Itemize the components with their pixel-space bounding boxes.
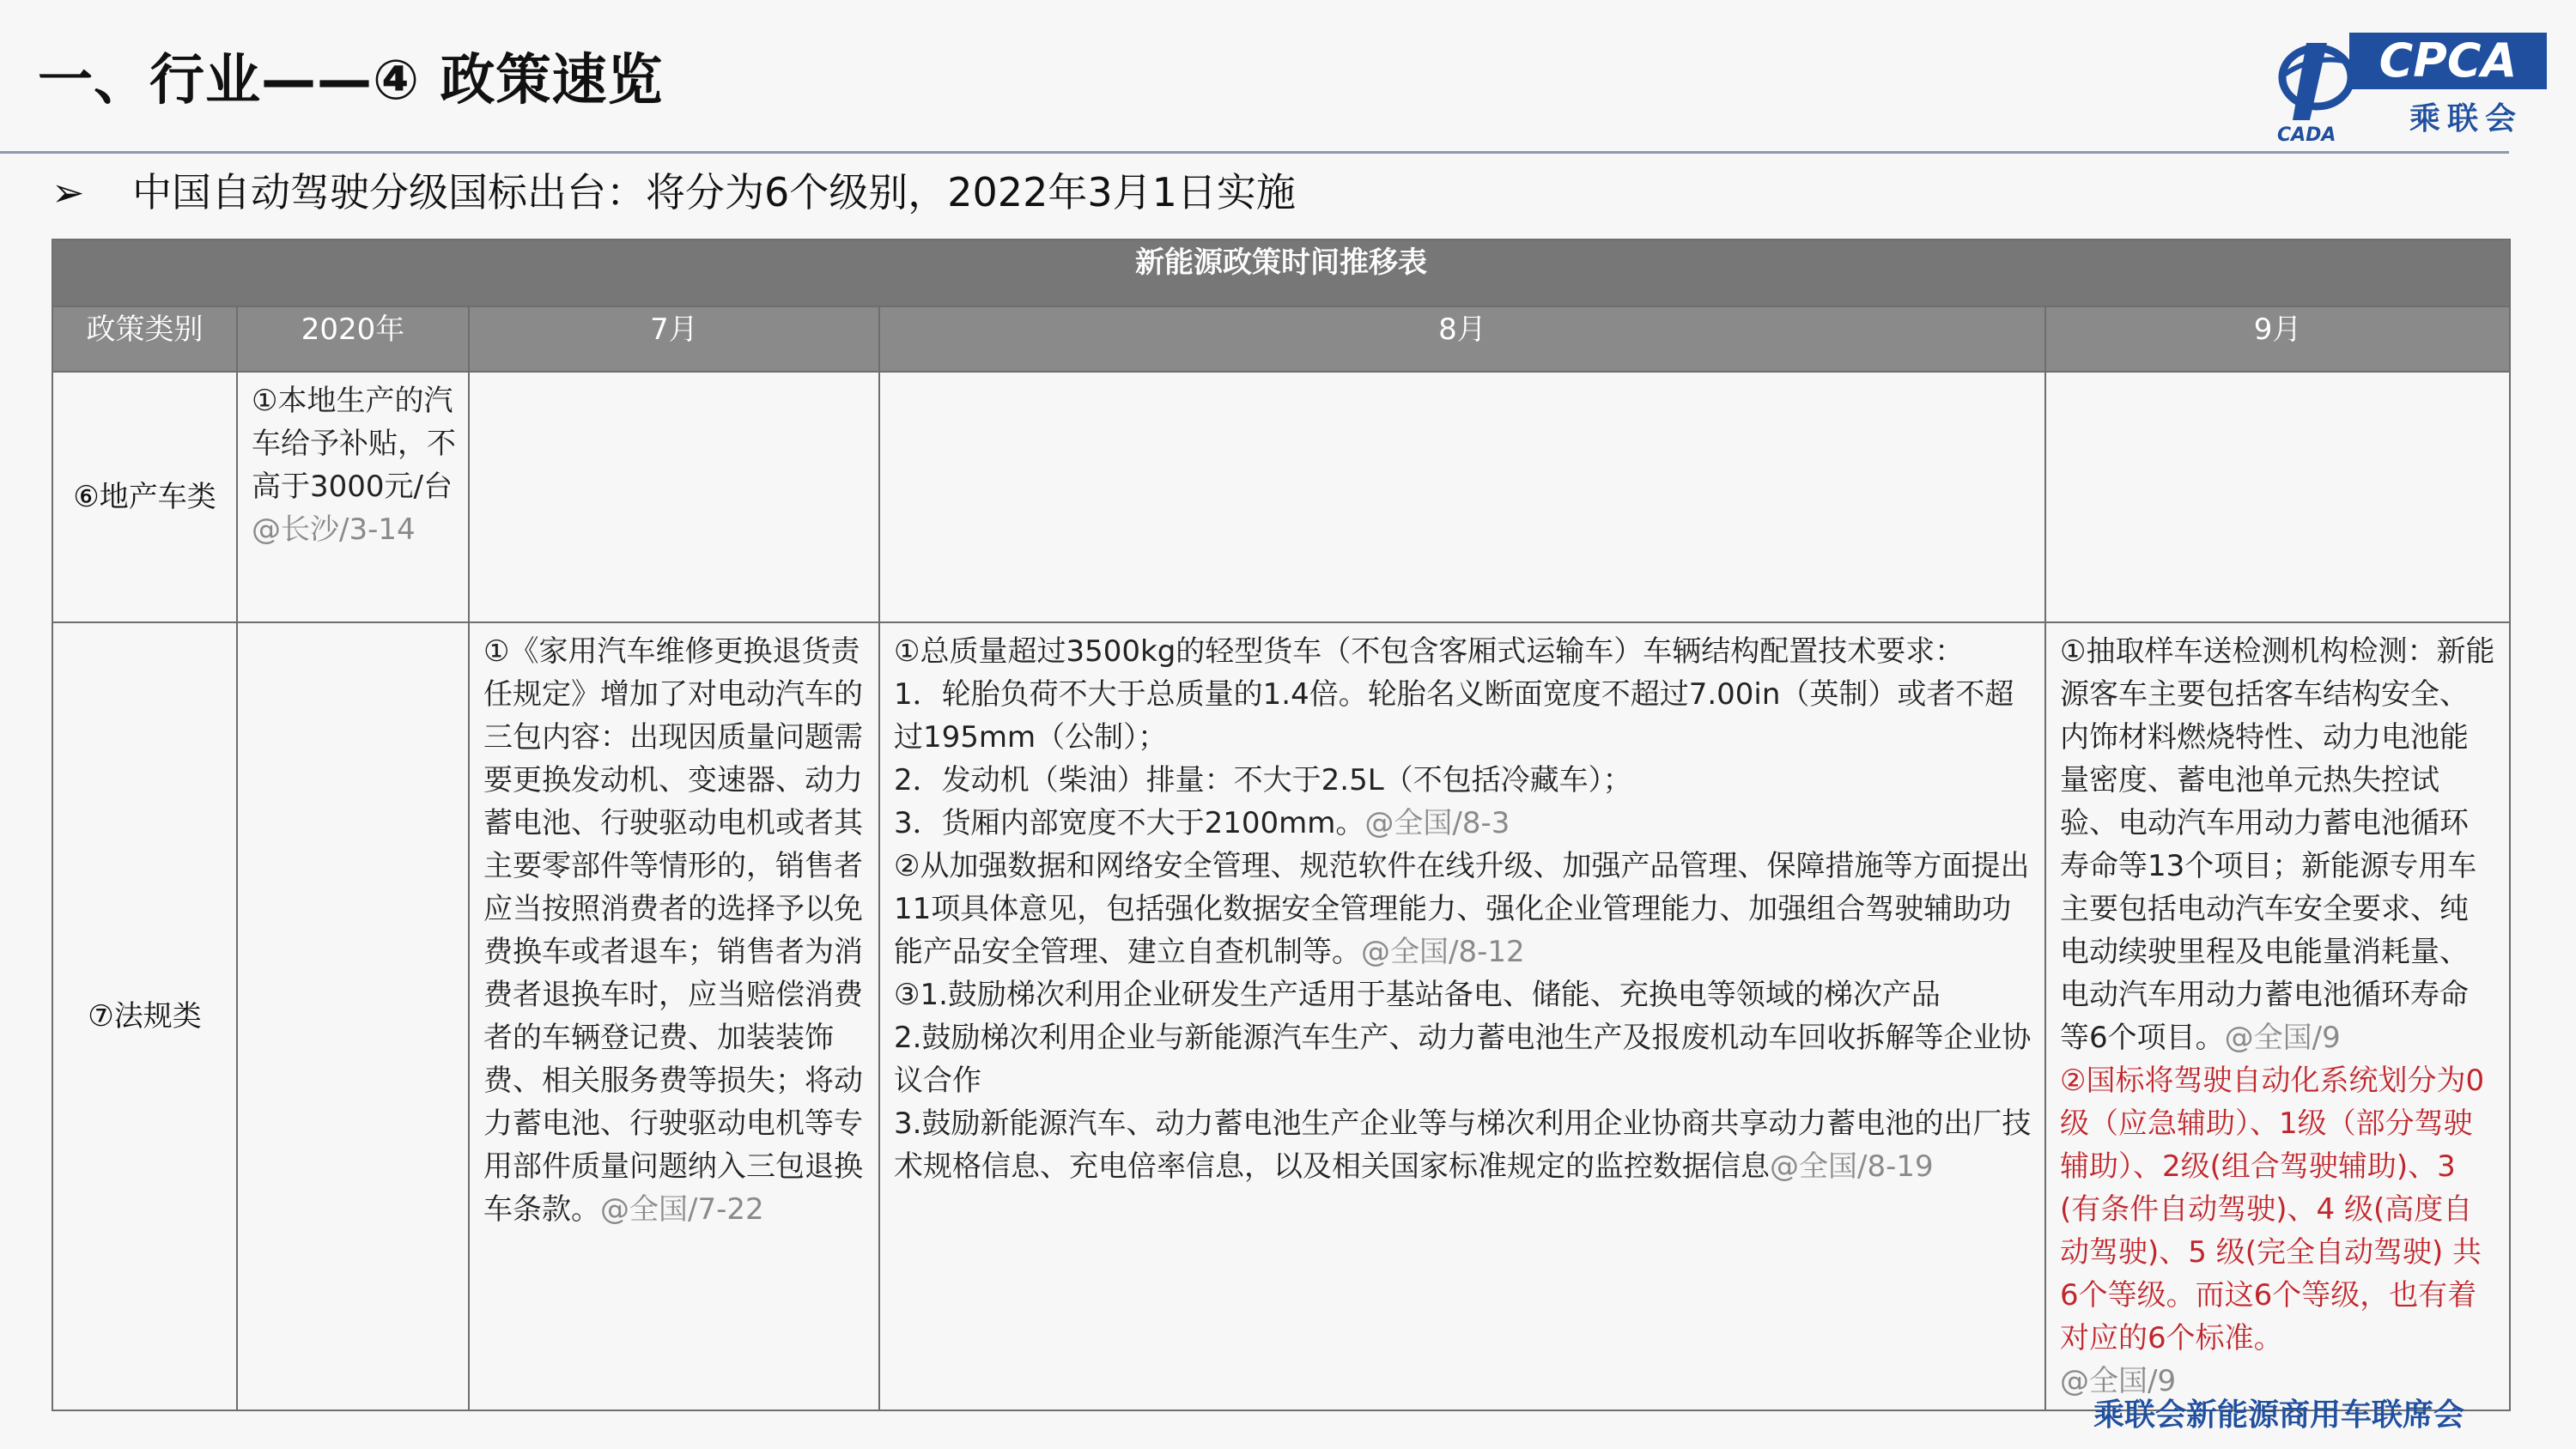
cell-jul — [469, 622, 879, 1410]
cell-sep — [2045, 372, 2510, 622]
aug-item — [894, 1102, 2032, 1188]
aug-item: ③1.鼓励梯次利用企业研发生产适用于基站备电、储能、充换电等领域的梯次产品 — [894, 978, 1941, 1012]
cell-source: @全国/7-22 — [600, 1192, 764, 1227]
cell-2020 — [237, 622, 469, 1410]
cell-source: @长沙/3-14 — [252, 512, 416, 547]
page-title: 一、行业——④ 政策速览 — [38, 49, 664, 112]
cada-emblem-icon — [2272, 26, 2358, 146]
aug-item: 2．发动机（柴油）排量：不大于2.5L（不包括冷藏车）； — [894, 763, 1632, 797]
aug-item — [894, 845, 2032, 973]
column-header: 8月 — [879, 306, 2045, 372]
policy-table — [52, 239, 2511, 1411]
row-category: ⑦法规类 — [52, 622, 237, 1410]
aug-item-text: ②从加强数据和网络安全管理、规范软件在线升级、加强产品管理、保障措施等方面提出11项具体意见，包括强化数据安全管理能力、强化企业管理能力、加强组合驾驶辅助功能产品安全管理、建立自查机制等。 — [894, 849, 2030, 969]
subtitle-text: 中国自动驾驶分级国标出台：将分为6个级别，2022年3月1日实施 — [132, 169, 1296, 215]
bullet-arrow-icon: ➢ — [52, 169, 85, 215]
row-category: ⑥地产车类 — [52, 372, 237, 622]
cpca-logo — [2272, 26, 2547, 146]
column-header: 2020年 — [237, 306, 469, 372]
cell-aug — [879, 372, 2045, 622]
aug-item-text: 3.鼓励新能源汽车、动力蓄电池生产企业等与梯次利用企业协商共享动力蓄电池的出厂技术规格信息、充电倍率信息，以及相关国家标准规定的监控数据信息 — [894, 1106, 2032, 1184]
logo-text: CPCA — [2349, 33, 2547, 89]
aug-item — [894, 802, 2032, 845]
sep-item-highlight: ②国标将驾驶自动化系统划分为0级（应急辅助）、1级（部分驾驶辅助）、2级(组合驾驶辅助)、3 (有条件自动驾驶)、4 级(高度自动驾驶)、5 级(完全自动驾驶) 共6个等级。而这6个等级，也有着对应的6个标准。 — [2060, 1064, 2485, 1355]
sep-item — [2060, 630, 2497, 1059]
cell-aug — [879, 622, 2045, 1410]
aug-item: 2.鼓励梯次利用企业与新能源汽车生产、动力蓄电池生产及报废机动车回收拆解等企业协议合作 — [894, 1021, 2032, 1098]
aug-item: 1．轮胎负荷不大于总质量的1.4倍。轮胎名义断面宽度不超过7.00in（英制）或者不超过195mm（公制）； — [894, 677, 2014, 755]
cell-source: @全国/9 — [2224, 1021, 2341, 1055]
subtitle — [52, 161, 1296, 218]
column-header: 9月 — [2045, 306, 2510, 372]
table-row — [52, 622, 2510, 1410]
cell-source: @全国/8-3 — [1364, 806, 1510, 840]
aug-item-text: 3．货厢内部宽度不大于2100mm。 — [894, 806, 1365, 840]
column-header: 政策类别 — [52, 306, 237, 372]
sep-item-text: ①抽取样车送检测机构检测：新能源客车主要包括客车结构安全、内饰材料燃烧特性、动力电池能量密度、蓄电池单元热失控试验、电动汽车用动力蓄电池循环寿命等13个项目；新能源专用车主要包括电动汽车安全要求、纯电动续驶里程及电能量消耗量、电动汽车用动力蓄电池循环寿命等6个项目。 — [2060, 634, 2495, 1055]
logo-subtext: 乘联会 — [2409, 101, 2523, 136]
column-header: 7月 — [469, 306, 879, 372]
aug-item: ①总质量超过3500kg的轻型货车（不包含客厢式运输车）车辆结构配置技术要求： — [894, 634, 1965, 669]
logo-emblem-text: CADA — [2277, 124, 2336, 146]
cell-text: ①《家用汽车维修更换退货责任规定》增加了对电动汽车的三包内容：出现因质量问题需要更换发动机、变速器、动力蓄电池、行驶驱动电机或者其主要零部件等情形的，销售者应当按照消费者的选择予以免费换车或者退车；销售者为消费者退换车时，应当赔偿消费者的车辆登记费、加装装饰费、相关服务费等损失；将动力蓄电池、行驶驱动电机等专用部件质量问题纳入三包退换车条款。 — [483, 634, 863, 1227]
cell-source: @全国/8-12 — [1361, 935, 1525, 969]
footer-org-name: 乘联会新能源商用车联席会 — [2093, 1397, 2464, 1433]
cell-source: @全国/8-19 — [1770, 1149, 1934, 1184]
cell-source: @全国/9 — [2060, 1364, 2177, 1398]
cell-text: ①本地生产的汽车给予补贴，不高于3000元/台 — [252, 384, 456, 504]
table-row — [52, 372, 2510, 622]
table-caption: 新能源政策时间推移表 — [52, 239, 2510, 306]
cell-sep — [2045, 622, 2510, 1410]
cell-jul — [469, 372, 879, 622]
header-divider — [0, 151, 2509, 154]
cell-2020 — [237, 372, 469, 622]
